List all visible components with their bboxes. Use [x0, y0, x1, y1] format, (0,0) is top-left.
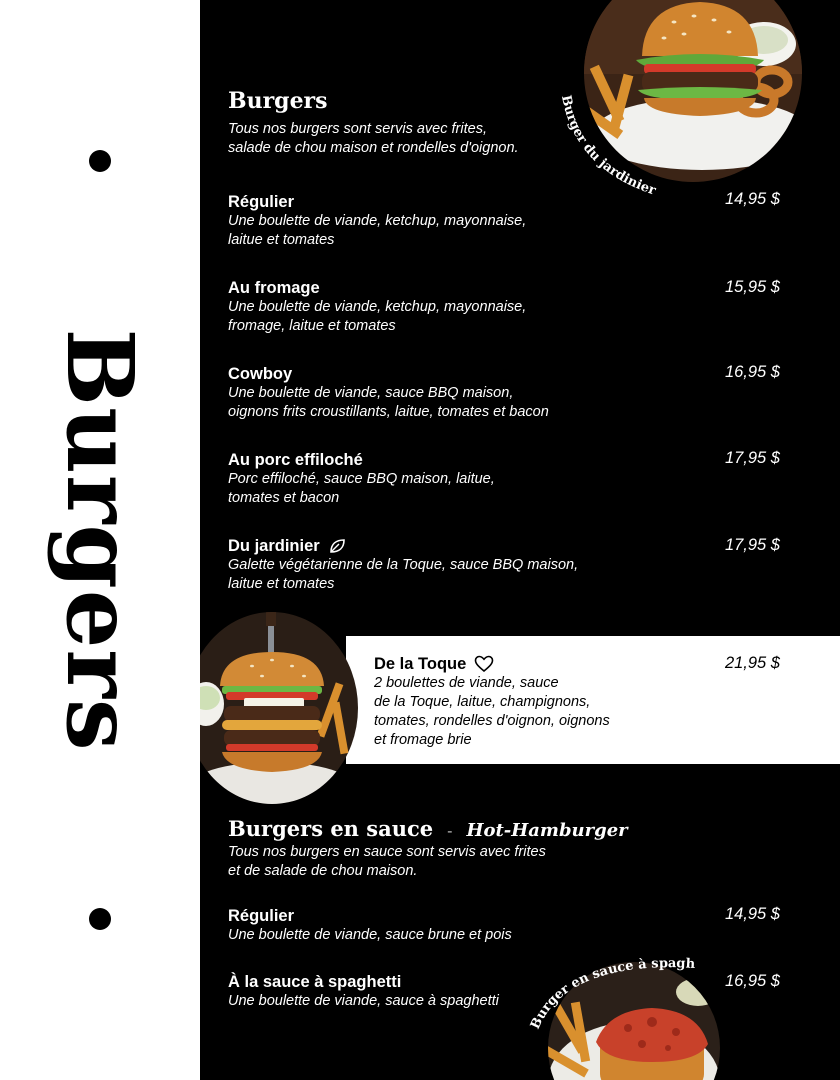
item-name-row	[374, 654, 714, 674]
item-price-sauce-regulier: 14,95 $	[724, 905, 780, 923]
section-desc-burgers: Tous nos burgers sont servis avec frites, salade de chou maison et rondelles d'oignon.	[228, 121, 519, 156]
item-name: À la sauce à spaghetti	[228, 973, 402, 991]
svg-text:Burger en sauce à spaghetti	[522, 927, 696, 1032]
item-desc: Une boulette de viande, sauce BBQ maison, oignons frits croustillants, laitue, tomates et bacon	[228, 385, 549, 420]
item-price-cowboy: 16,95 $	[724, 363, 780, 381]
item-price-au-fromage: 15,95 $	[724, 278, 780, 296]
burger-photo-featured	[200, 612, 358, 804]
featured-item-band	[346, 636, 840, 764]
item-desc: Galette végétarienne de la Toque, sauce BBQ maison, laitue et tomates	[228, 557, 579, 592]
section-title-sauce: Burgers en sauce	[228, 816, 434, 841]
section-alt-title: Hot-Hamburger	[466, 820, 628, 841]
item-name: Au porc effiloché	[228, 451, 363, 469]
binder-hole-bottom	[89, 908, 111, 930]
menu-item-de-la-toque	[374, 654, 714, 750]
item-name: De la Toque	[374, 655, 467, 673]
burger-jardinier-label	[540, 76, 670, 206]
item-price-de-la-toque: 21,95 $	[724, 654, 780, 672]
side-title: Burgers	[46, 328, 154, 752]
section-title-burgers: Burgers	[228, 88, 328, 114]
burger-stack-illustration	[200, 612, 358, 804]
section-title-sauce-row	[228, 816, 628, 841]
item-name-row	[228, 536, 788, 556]
leaf-icon	[328, 537, 346, 555]
menu-panel	[200, 0, 840, 1080]
item-name: Au fromage	[228, 279, 320, 297]
heart-icon	[474, 655, 494, 673]
photo-label-bottom: Burger en sauce à spaghetti	[521, 927, 696, 1032]
svg-text:Burger du jardinier	[558, 94, 658, 199]
menu-item-au-fromage	[228, 278, 788, 336]
section-desc-sauce: Tous nos burgers en sauce sont servis avec frites et de salade de chou maison.	[228, 844, 546, 879]
left-panel	[0, 0, 200, 1080]
item-desc: Une boulette de viande, ketchup, mayonnaise, fromage, laitue et tomates	[228, 299, 527, 334]
binder-hole-top	[89, 150, 111, 172]
photo-label-top: Burger du jardinier	[557, 93, 658, 199]
item-price-regulier: 14,95 $	[724, 190, 780, 208]
item-desc: Une boulette de viande, sauce à spaghetti	[228, 993, 499, 1009]
item-desc: 2 boulettes de viande, sauce de la Toque, laitue, champignons, tomates, rondelles d'oignon, oignons et fromage brie	[374, 675, 610, 748]
item-name: Régulier	[228, 193, 295, 211]
item-price-du-jardinier: 17,95 $	[724, 536, 780, 554]
item-desc: Une boulette de viande, sauce brune et pois	[228, 927, 512, 943]
menu-item-regulier	[228, 192, 788, 250]
burger-sauce-label	[521, 927, 706, 1048]
item-desc: Une boulette de viande, ketchup, mayonnaise, laitue et tomates	[228, 213, 527, 248]
menu-item-porc-effiloche	[228, 450, 788, 508]
menu-item-du-jardinier	[228, 536, 788, 594]
menu-item-cowboy	[228, 364, 788, 422]
item-name: Régulier	[228, 907, 295, 925]
item-price-sauce-spaghetti: 16,95 $	[724, 972, 780, 990]
title-separator: -	[447, 823, 453, 840]
item-name: Du jardinier	[228, 537, 320, 555]
item-name: Cowboy	[228, 365, 293, 383]
item-desc: Porc effiloché, sauce BBQ maison, laitue, tomates et bacon	[228, 471, 495, 506]
item-price-porc-effiloche: 17,95 $	[724, 449, 780, 467]
